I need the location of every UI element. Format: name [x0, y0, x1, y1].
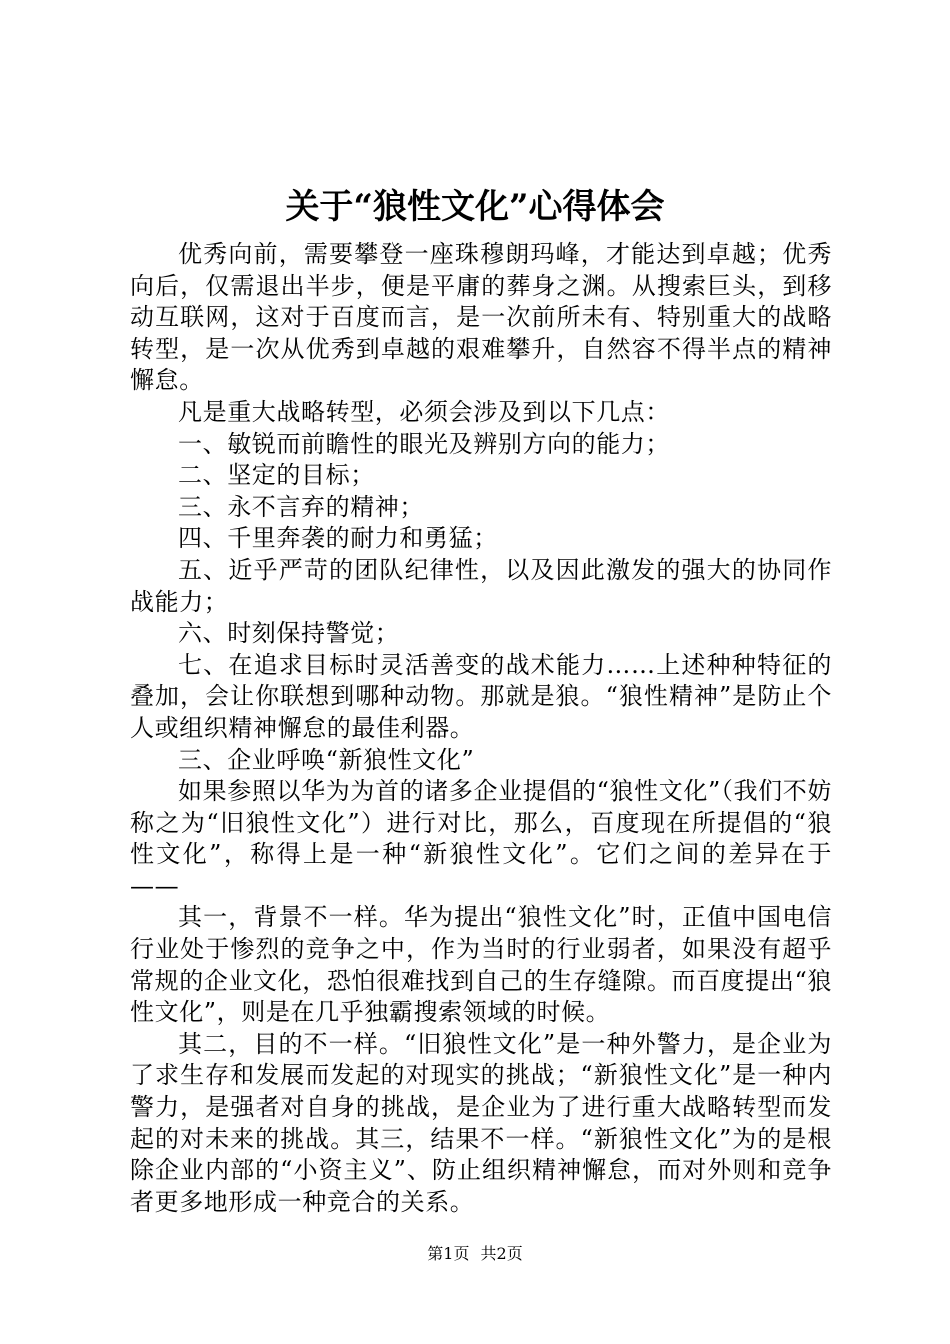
- paragraph: 如果参照以华为为首的诸多企业提倡的“狼性文化”（我们不妨称之为“旧狼性文化”）进行对比，那么，百度现在所提倡的“狼性文化”，称得上是一种“新狼性文化”。它们之间的差异在于——: [130, 777, 832, 900]
- paragraph: 凡是重大战略转型，必须会涉及到以下几点：: [178, 397, 670, 426]
- paragraph: 二、坚定的目标；: [178, 461, 375, 490]
- paragraph: 七、在追求目标时灵活善变的战术能力……上述种种特征的叠加，会让你联想到哪种动物。那就是狼。“狼性精神”是防止个人或组织精神懈怠的最佳利器。: [130, 650, 832, 742]
- paragraph: 五、近乎严苛的团队纪律性，以及因此激发的强大的协同作战能力；: [130, 555, 832, 616]
- paragraph: 优秀向前，需要攀登一座珠穆朗玛峰，才能达到卓越；优秀向后，仅需退出半步，便是平庸的葬身之渊。从搜索巨头，到移动互联网，这对于百度而言，是一次前所未有、特别重大的战略转型，是一次从优秀到卓越的艰难攀升，自然容不得半点的精神懈怠。: [130, 240, 832, 395]
- paragraph: 其一，背景不一样。华为提出“狼性文化”时，正值中国电信行业处于惨烈的竞争之中，作为当时的行业弱者，如果没有超乎常规的企业文化，恐怕很难找到自己的生存缝隙。而百度提出“狼性文化”，则是在几乎独霸搜索领域的时候。: [130, 903, 832, 1027]
- paragraph: 一、敏锐而前瞻性的眼光及辨别方向的能力；: [178, 429, 670, 458]
- paragraph: 六、时刻保持警觉；: [178, 619, 400, 648]
- page-number: 第1页: [427, 1244, 470, 1263]
- document-title: 关于“狼性文化”心得体会: [285, 187, 665, 227]
- paragraph: 三、永不言弃的精神；: [178, 492, 424, 521]
- document-body: [130, 239, 832, 1218]
- page-total: 共2页: [480, 1244, 523, 1263]
- paragraph: 三、企业呼唤“新狼性文化”: [178, 745, 475, 774]
- page-footer: [0, 1243, 950, 1265]
- paragraph: 其二，目的不一样。“旧狼性文化”是一种外警力，是企业为了求生存和发展而发起的对现实的挑战；“新狼性文化”是一种内警力，是强者对自身的挑战，是企业为了进行重大战略转型而发起的对未来的挑战。其三，结果不一样。“新狼性文化”为的是根除企业内部的“小资主义”、防止组织精神懈怠，而对外则和竞争者更多地形成一种竞合的关系。: [130, 1029, 832, 1216]
- paragraph: 四、千里奔袭的耐力和勇猛；: [178, 524, 498, 553]
